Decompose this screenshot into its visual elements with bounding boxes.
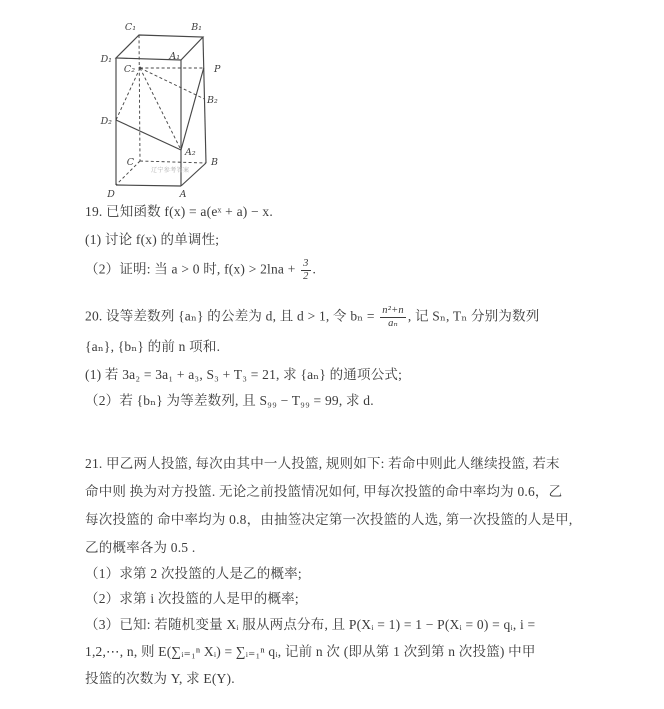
point-c2-dot <box>139 67 142 70</box>
vertex-label-a1: A₁ <box>169 51 180 62</box>
problem-20-line-4: （2）若 {bₙ} 为等差数列, 且 S₉₉ − T₉₉ = 99, 求 d. <box>85 393 374 408</box>
problem-21-line-3: 每次投篮的 命中率均为 0.8，由抽签决定第一次投篮的人选, 第一次投篮的人是甲, <box>85 512 573 527</box>
vertex-label-c: C <box>126 157 134 168</box>
prism-figure <box>90 6 235 202</box>
fraction-numerator: 3 <box>301 258 310 271</box>
fraction-denominator: 2 <box>303 271 309 283</box>
vertex-label-d1: D₁ <box>100 54 112 65</box>
vertex-label-d2: D₂ <box>100 116 112 127</box>
vertex-label-b1: B₁ <box>191 22 202 33</box>
text-segment: （2）证明: 当 a > 0 时, f(x) > 2lna + <box>85 261 300 277</box>
problem-20-line-3: (1) 若 3a₂ = 3a₁ + a₃, S₃ + T₃ = 21, 求 {aₙ} 的通项公式; <box>85 367 403 382</box>
vertex-label-c1: C₁ <box>124 22 136 33</box>
vertex-label-a2: A₂ <box>185 147 196 158</box>
problem-21-line-1: 21. 甲乙两人投篮, 每次由其中一人投篮, 规则如下: 若命中则此人继续投篮, 若末 <box>85 456 560 471</box>
problem-21-line-7: （3）已知: 若随机变量 Xᵢ 服从两点分布, 且 P(Xᵢ = 1) = 1 − P(Xᵢ = 0) = qᵢ, i = <box>85 617 536 632</box>
text-segment: 20. 设等差数列 {aₙ} 的公差为 d, 且 d > 1, 令 bₙ = <box>85 308 379 324</box>
vertex-label-a: A <box>179 189 187 200</box>
vertex-label-d: D <box>107 189 115 200</box>
fraction-three-halves <box>301 258 310 283</box>
problem-21-line-4: 乙的概率各为 0.5 . <box>85 540 196 555</box>
problem-19-line-3 <box>85 258 316 283</box>
vertex-label-b: B <box>211 157 218 168</box>
problem-20-line-2: {aₙ}, {bₙ} 的前 n 项和. <box>85 339 221 354</box>
text-segment: , 记 Sₙ, Tₙ 分别为数列 <box>407 308 540 324</box>
vertex-label-c2: C₂ <box>123 64 135 75</box>
problem-21-line-9: 投篮的次数为 Y, 求 E(Y). <box>85 671 235 686</box>
text-segment: . <box>312 261 317 277</box>
problem-21-line-5: （1）求第 2 次投篮的人是乙的概率; <box>85 566 302 581</box>
problem-19-line-2: (1) 讨论 f(x) 的单调性; <box>85 232 220 247</box>
problem-21-line-6: （2）求第 i 次投篮的人是甲的概率; <box>85 591 299 606</box>
problem-21-line-2: 命中则 换为对方投篮. 无论之前投篮情况如何, 甲每次投篮的命中率均为 0.6，乙 <box>85 484 563 499</box>
watermark-text: 辽宁参考答案 <box>151 167 190 174</box>
problem-20-line-1 <box>85 305 540 330</box>
problem-19-line-1: 19. 已知函数 f(x) = a(eˣ + a) − x. <box>85 204 273 219</box>
fraction-numerator: n²+n <box>380 305 406 318</box>
fraction-bn <box>380 305 406 330</box>
vertex-label-b2: B₂ <box>207 95 218 106</box>
problem-21-line-8: 1,2,⋯, n, 则 E(∑ᵢ₌₁ⁿ Xᵢ) = ∑ᵢ₌₁ⁿ qᵢ, 记前 n 次 (即从第 1 次到第 n 次投篮) 中甲 <box>85 644 536 659</box>
vertex-label-p: P <box>214 64 221 75</box>
fraction-denominator: aₙ <box>388 318 399 330</box>
